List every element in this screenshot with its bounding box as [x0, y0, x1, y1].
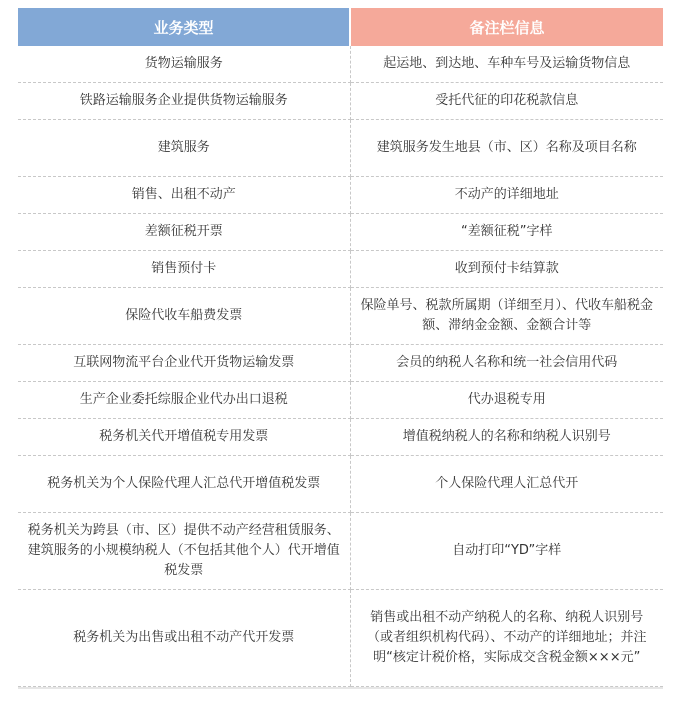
remarks-cell: “差额征税”字样 — [350, 214, 663, 251]
remarks-cell: 代办退税专用 — [350, 382, 663, 419]
table-row — [18, 83, 663, 120]
business-type-cell: 差额征税开票 — [18, 214, 350, 251]
business-remarks-table-container — [18, 8, 663, 689]
table-row — [18, 288, 663, 345]
business-type-cell: 销售预付卡 — [18, 251, 350, 288]
table-row — [18, 513, 663, 590]
business-type-cell: 建筑服务 — [18, 120, 350, 177]
table-row — [18, 120, 663, 177]
business-type-cell: 税务机关为出售或出租不动产代开发票 — [18, 590, 350, 687]
business-type-cell: 税务机关为个人保险代理人汇总代开增值税发票 — [18, 456, 350, 513]
remarks-cell: 会员的纳税人名称和统一社会信用代码 — [350, 345, 663, 382]
business-type-cell: 销售、出租不动产 — [18, 177, 350, 214]
remarks-cell: 自动打印“YD”字样 — [350, 513, 663, 590]
business-type-cell: 货物运输服务 — [18, 46, 350, 83]
table-row — [18, 251, 663, 288]
remarks-cell: 销售或出租不动产纳税人的名称、纳税人识别号（或者组织机构代码）、不动产的详细地址；并注明“核定计税价格，实际成交含税金额×××元” — [350, 590, 663, 687]
table-row — [18, 419, 663, 456]
remarks-cell: 不动产的详细地址 — [350, 177, 663, 214]
business-type-cell: 互联网物流平台企业代开货物运输发票 — [18, 345, 350, 382]
table-body — [18, 46, 663, 687]
remarks-cell: 收到预付卡结算款 — [350, 251, 663, 288]
business-type-cell: 保险代收车船费发票 — [18, 288, 350, 345]
header-remarks-info: 备注栏信息 — [350, 8, 663, 46]
table-row — [18, 590, 663, 687]
header-business-type: 业务类型 — [18, 8, 350, 46]
table-row — [18, 382, 663, 419]
business-type-cell: 铁路运输服务企业提供货物运输服务 — [18, 83, 350, 120]
business-type-cell: 税务机关代开增值税专用发票 — [18, 419, 350, 456]
remarks-cell: 建筑服务发生地县（市、区）名称及项目名称 — [350, 120, 663, 177]
remarks-cell: 个人保险代理人汇总代开 — [350, 456, 663, 513]
table-row — [18, 46, 663, 83]
table-row — [18, 345, 663, 382]
business-type-cell: 生产企业委托综服企业代办出口退税 — [18, 382, 350, 419]
remarks-cell: 受托代征的印花税款信息 — [350, 83, 663, 120]
table-row — [18, 177, 663, 214]
header-row — [18, 8, 663, 46]
business-type-cell: 税务机关为跨县（市、区）提供不动产经营租赁服务、建筑服务的小规模纳税人（不包括其他个人）代开增值税发票 — [18, 513, 350, 590]
business-remarks-table — [18, 8, 663, 687]
table-row — [18, 214, 663, 251]
table-header — [18, 8, 663, 46]
remarks-cell: 增值税纳税人的名称和纳税人识别号 — [350, 419, 663, 456]
table-bottom-divider — [18, 687, 663, 689]
remarks-cell: 保险单号、税款所属期（详细至月）、代收车船税金额、滞纳金金额、金额合计等 — [350, 288, 663, 345]
table-row — [18, 456, 663, 513]
remarks-cell: 起运地、到达地、车种车号及运输货物信息 — [350, 46, 663, 83]
